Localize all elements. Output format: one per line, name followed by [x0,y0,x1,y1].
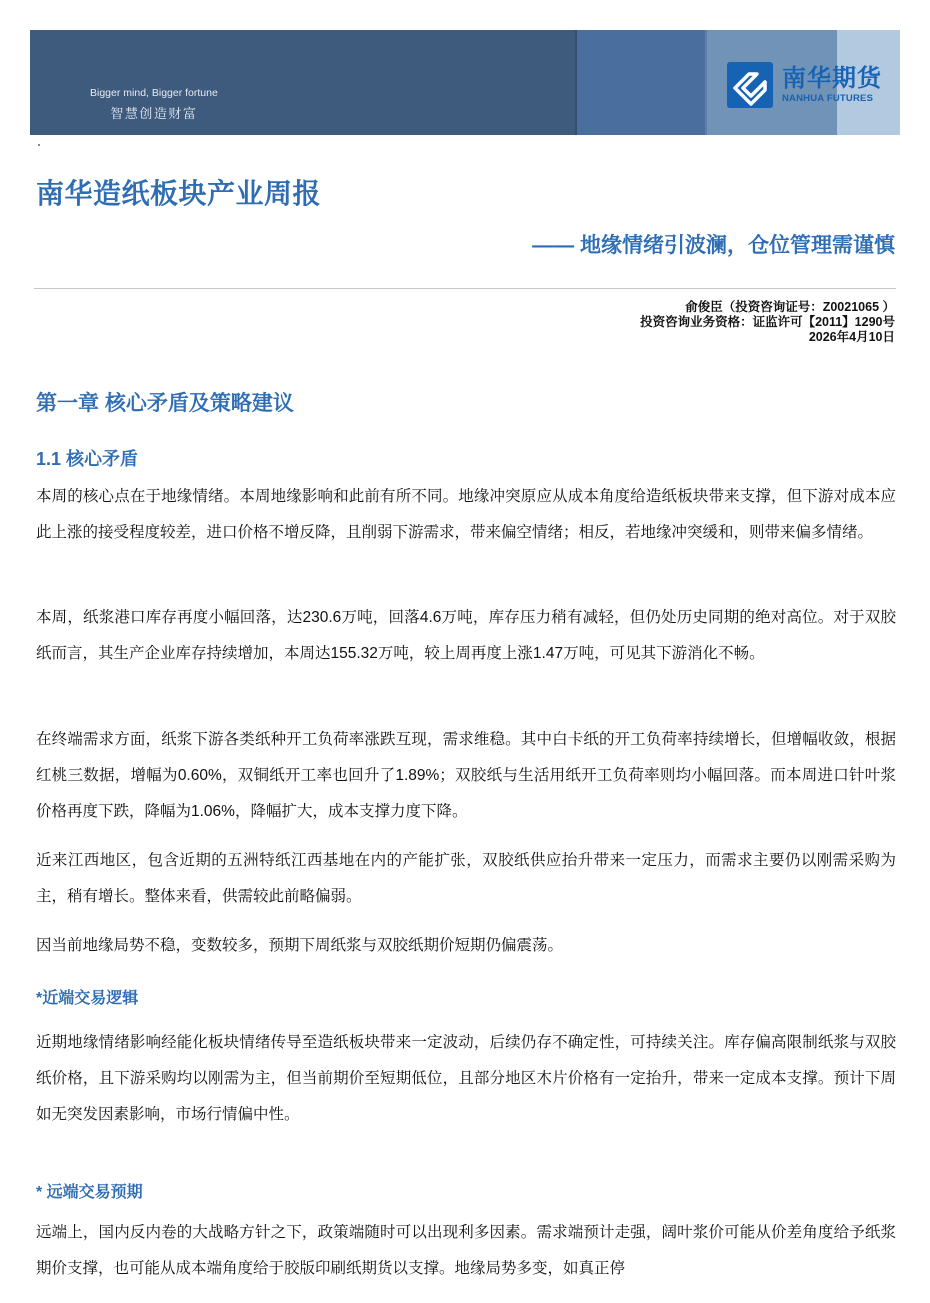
logo-chinese-name: 南华期货 [782,65,882,92]
license-line: 投资咨询业务资格：证监许可【2011】1290号 [640,315,895,329]
author-line: 俞俊臣（投资咨询证号：Z0021065 ） [685,300,895,314]
paragraph-core-1: 本周的核心点在于地缘情绪。本周地缘影响和此前有所不同。地缘冲突原应从成本角度给造纸板块带来支撑，但下游对成本应此上涨的接受程度较差，进口价格不增反降，且削弱下游需求，带来偏空情绪；相反，若地缘冲突缓和，则带来偏多情绪。 [36,488,896,541]
banner-segment-mid [577,30,705,135]
report-title: 南华造纸板块产业周报 [36,178,322,209]
paragraph-near-term: 近期地缘情绪影响经能化板块情绪传导至造纸板块带来一定波动，后续仍存不确定性，可持续关注。库存偏高限制纸浆与双胶纸价格，且下游采购均以刚需为主，但当前期价至短期低位，且部分地区木片价格有一定抬升，带来一定成本支撑。预计下周如无突发因素影响，市场行情偏中性。 [36,1034,896,1123]
paragraph-core-2: 本周，纸浆港口库存再度小幅回落，达230.6万吨，回落4.6万吨，库存压力稍有减轻，但仍处历史同期的绝对高位。对于双胶纸而言，其生产企业库存持续增加，本周达155.32万吨，较上周再度上涨1.47万吨，可见其下游消化不畅。 [36,609,896,662]
slogan-english: Bigger mind, Bigger fortune [90,87,218,99]
banner-segment-dark [30,30,575,135]
report-subtitle: —— 地缘情绪引波澜，仓位管理需谨慎 [532,234,895,257]
slogan [90,87,218,122]
section-heading: 1.1 核心矛盾 [36,449,139,469]
chapter-heading: 第一章 核心矛盾及策略建议 [36,392,294,415]
nanhua-logo [727,62,882,108]
decorative-dot [38,144,40,146]
paragraph-core-4: 近来江西地区，包含近期的五洲特纸江西基地在内的产能扩张，双胶纸供应抬升带来一定压力，而需求主要仍以刚需采购为主，稍有增长。整体来看，供需较此前略偏弱。 [36,852,896,905]
near-term-heading: *近端交易逻辑 [36,990,139,1007]
nanhua-logo-icon [727,62,773,108]
logo-english-name: NANHUA FUTURES [782,93,874,104]
paragraph-long-term: 远端上，国内反内卷的大战略方针之下，政策端随时可以出现利多因素。需求端预计走强，阔叶浆价可能从价差角度给予纸浆期价支撑，也可能从成本端角度给于胶版印刷纸期货以支撑。地缘局势多变，如真正停 [36,1224,896,1277]
divider-line [34,288,896,289]
author-block [640,300,895,345]
report-date: 2026年4月10日 [808,330,895,344]
long-term-heading: * 远端交易预期 [36,1184,143,1201]
paragraph-core-5: 因当前地缘局势不稳，变数较多，预期下周纸浆与双胶纸期价短期仍偏震荡。 [36,937,564,954]
paragraph-core-3: 在终端需求方面，纸浆下游各类纸种开工负荷率涨跌互现，需求维稳。其中白卡纸的开工负荷率持续增长，但增幅收敛，根据红桃三数据，增幅为0.60%，双铜纸开工率也回升了1.89%；双胶纸与生活用纸开工负荷率则均小幅回落。而本周进口针叶浆价格再度下跌，降幅为1.06%，降幅扩大，成本支撑力度下降。 [36,731,896,820]
slogan-chinese: 智慧创造财富 [110,106,198,121]
